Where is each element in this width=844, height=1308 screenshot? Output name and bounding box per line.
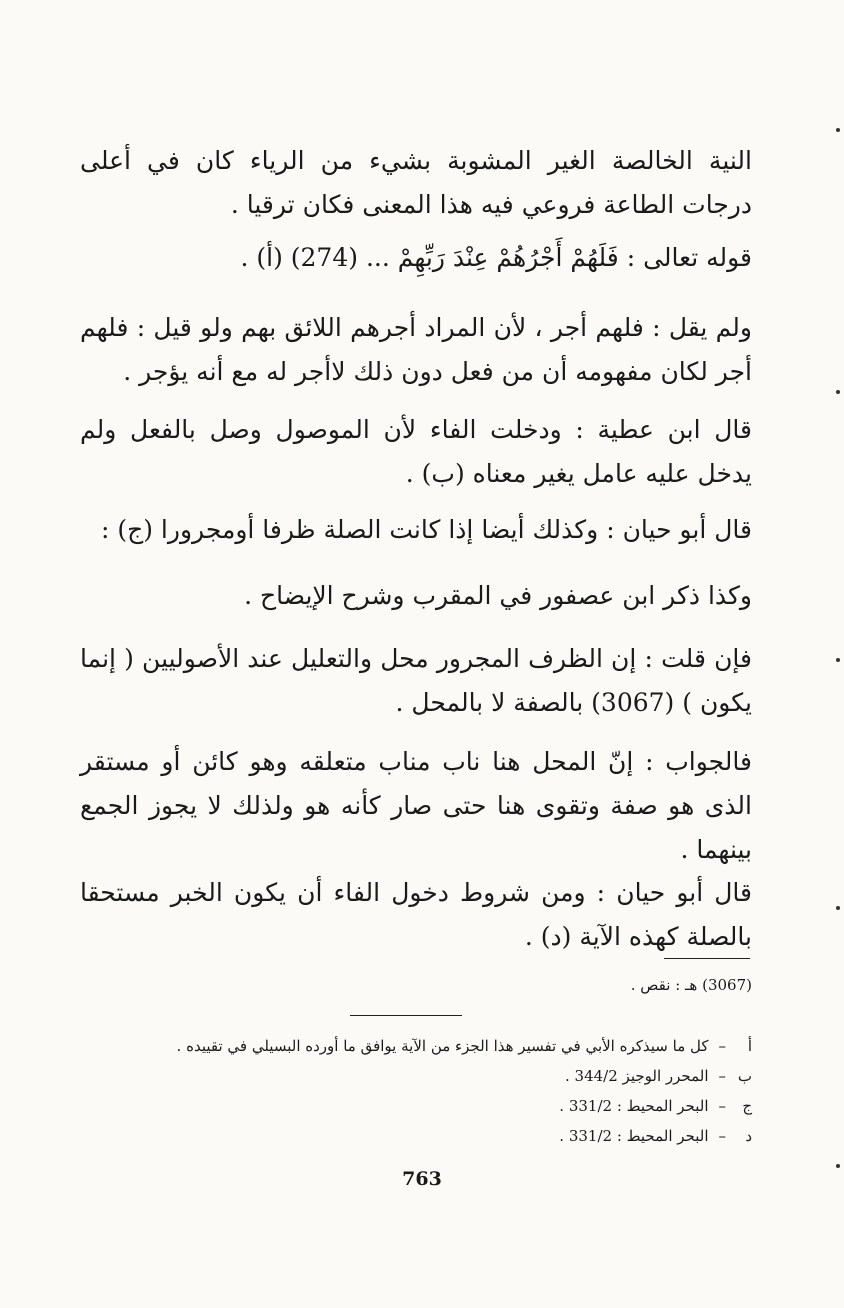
page-number: 763	[402, 1168, 442, 1190]
footnote-mark: أ	[747, 1037, 752, 1055]
footnote-mark: ج	[742, 1097, 752, 1115]
variant-note: (3067) هـ : نقص .	[630, 976, 752, 994]
margin-speck	[836, 128, 840, 132]
paragraph-1: النية الخالصة الغير المشوبة بشيء من الرياء كان في أعلى درجات الطاعة فروعي فيه هذا المعنى فكان ترقيا .	[80, 146, 752, 219]
margin-speck	[836, 1164, 840, 1168]
footnotes-divider	[350, 1015, 462, 1016]
footnote-c: ج–البحر المحيط : 331/2 .	[80, 1091, 752, 1121]
paragraph-7: فإن قلت : إن الظرف المجرور محل والتعليل عند الأصوليين ( إنما يكون ) (3067) بالصفة لا بالمحل .	[80, 644, 752, 717]
footnote-text: كل ما سيذكره الأبي في تفسير هذا الجزء من الآية يوافق ما أورده البسيلي في تقييده .	[176, 1037, 709, 1055]
paragraph-3: ولم يقل : فلهم أجر ، لأن المراد أجرهم اللائق بهم ولو قيل : فلهم أجر لكان مفهومه أن من فعل دون ذلك لاأجر له مع أنه يؤجر .	[80, 313, 752, 386]
paragraph-8: فالجواب : إنّ المحل هنا ناب مناب متعلقه وهو كائن أو مستقر الذى هو صفة وتقوى هنا حتى صار كأنه هو ولذلك لا يجوز الجمع بينهما .	[80, 747, 752, 864]
paragraph-5: قال أبو حيان : وكذلك أيضا إذا كانت الصلة ظرفا أومجرورا (ج) :	[100, 515, 752, 544]
margin-speck	[836, 658, 840, 662]
footnote-d: د–البحر المحيط : 331/2 .	[80, 1121, 752, 1151]
footnote-text: المحرر الوجيز 344/2 .	[565, 1067, 709, 1085]
footnote-mark: د	[745, 1127, 752, 1145]
footnote-a: أ–كل ما سيذكره الأبي في تفسير هذا الجزء من الآية يوافق ما أورده البسيلي في تقييده .	[80, 1031, 752, 1061]
variant-divider	[664, 958, 750, 959]
footnote-text: البحر المحيط : 331/2 .	[559, 1127, 709, 1145]
footnote-mark: ب	[737, 1067, 752, 1085]
footnote-text: البحر المحيط : 331/2 .	[559, 1097, 709, 1115]
paragraph-4: قال ابن عطية : ودخلت الفاء لأن الموصول وصل بالفعل ولم يدخل عليه عامل يغير معناه (ب) .	[80, 415, 752, 488]
paragraph-6: وكذا ذكر ابن عصفور في المقرب وشرح الإيضاح .	[244, 581, 752, 610]
margin-speck	[836, 906, 840, 910]
margin-speck	[836, 390, 840, 394]
footnote-b: ب–المحرر الوجيز 344/2 .	[80, 1061, 752, 1091]
paragraph-2-verse: قوله تعالى : فَلَهُمْ أَجْرُهُمْ عِنْدَ رَبِّهِمْ ... (274) (أ) .	[240, 243, 752, 272]
paragraph-9: قال أبو حيان : ومن شروط دخول الفاء أن يكون الخبر مستحقا بالصلة كهذه الآية (د) .	[80, 878, 752, 951]
